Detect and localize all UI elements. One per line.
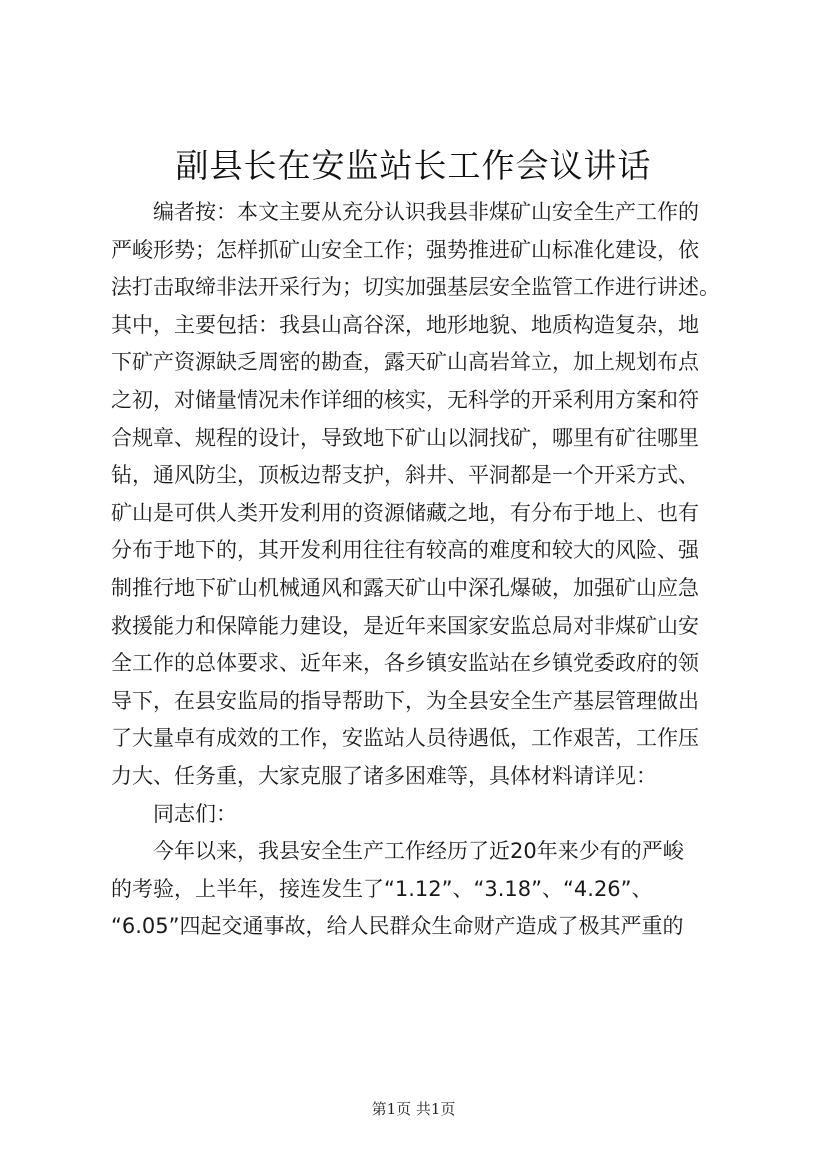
salutation: 同志们：	[153, 801, 237, 826]
paragraph-line: 法打击取缔非法开采行为；切实加强基层安全监管工作进行讲述。	[111, 275, 720, 300]
paragraph-line: 严峻形势；怎样抓矿山安全工作；强势推进矿山标准化建设，依	[111, 237, 699, 262]
paragraph-line: 钻，通风防尘，顶板边帮支护，斜井、平洞都是一个开采方式、	[111, 463, 699, 488]
paragraph-line: 编者按：本文主要从充分认识我县非煤矿山安全生产工作的	[153, 200, 699, 224]
paragraph-line: 今年以来，我县安全生产工作经历了近20年来少有的严峻	[153, 839, 684, 864]
paragraph-line: 了大量卓有成效的工作，安监站人员待遇低，工作艰苦，工作压	[111, 726, 699, 751]
paragraph-line: “6.05”四起交通事故，给人民群众生命财产造成了极其严重的	[111, 914, 684, 939]
paragraph-line: 制推行地下矿山机械通风和露天矿山中深孔爆破，加强矿山应急	[111, 575, 699, 600]
paragraph-line: 导下，在县安监局的指导帮助下，为全县安全生产基层管理做出	[111, 688, 699, 713]
paragraph-line: 全工作的总体要求、近年来，各乡镇安监站在乡镇党委政府的领	[111, 651, 699, 676]
paragraph-line: 合规章、规程的设计，导致地下矿山以洞找矿，哪里有矿往哪里	[111, 425, 699, 450]
paragraph-line: 分布于地下的，其开发利用往往有较高的难度和较大的风险、强	[111, 538, 699, 563]
paragraph-line: 救援能力和保障能力建设，是近年来国家安监总局对非煤矿山安	[111, 613, 699, 638]
document-body	[111, 194, 731, 946]
page-footer: 第1页 共1页	[371, 1100, 456, 1118]
paragraph-line: 下矿产资源缺乏周密的勘查，露天矿山高岩耸立，加上规划布点	[111, 350, 699, 375]
paragraph-line: 的考验，上半年，接连发生了“1.12”、“3.18”、“4.26”、	[111, 876, 653, 901]
paragraph-line: 之初，对储量情况未作详细的核实，无科学的开采利用方案和符	[111, 387, 699, 412]
paragraph-line: 矿山是可供人类开发利用的资源储藏之地，有分布于地上、也有	[111, 500, 699, 525]
document-title: 副县长在安监站长工作会议讲话	[175, 146, 652, 185]
paragraph-line: 其中，主要包括：我县山高谷深，地形地貌、地质构造复杂，地	[111, 312, 699, 337]
paragraph-line: 力大、任务重，大家克服了诸多困难等，具体材料请详见：	[111, 763, 657, 788]
